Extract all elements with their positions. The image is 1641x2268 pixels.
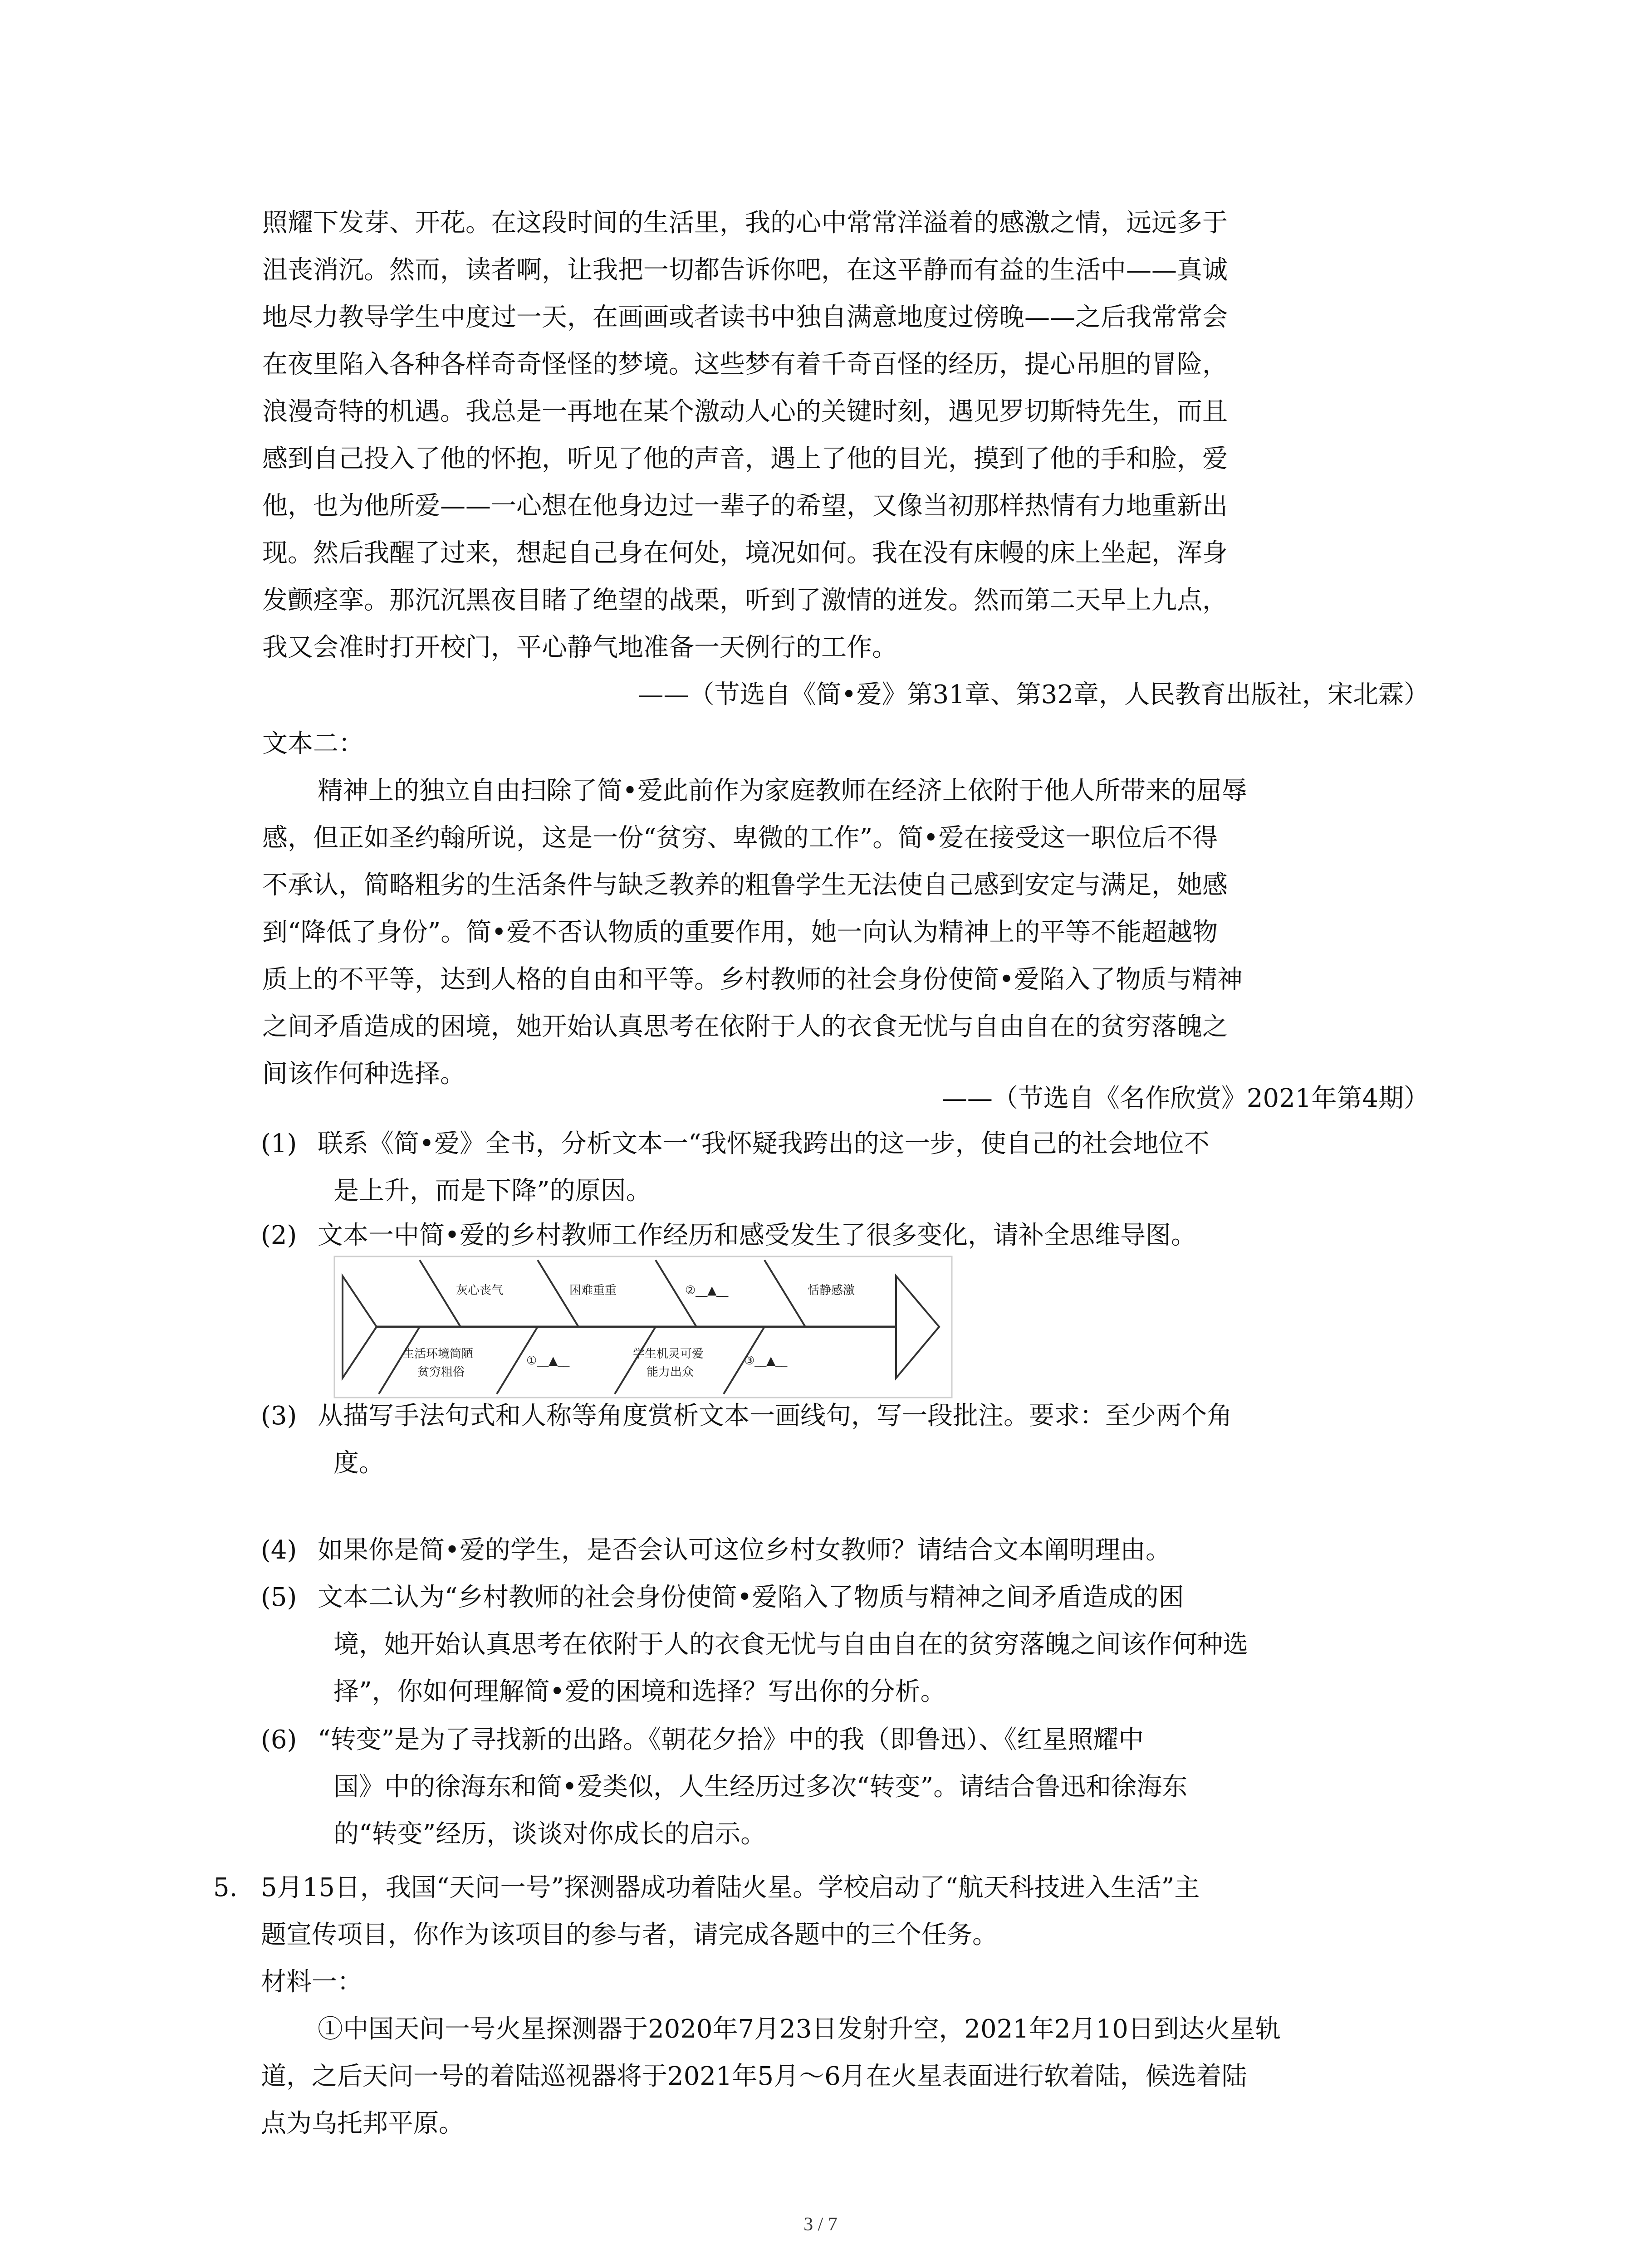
mind-map-diagram (333, 1256, 953, 1398)
question-number: (2) (261, 1221, 297, 1250)
page-number: 3 / 7 (803, 2214, 838, 2235)
text2-line: 之间矛盾造成的困境，她开始认真思考在依附于人的衣食无忧与自由自在的贫穷落魄之 (262, 1012, 1228, 1041)
text1-line: 现。然后我醒了过来，想起自己身在何处，境况如何。我在没有床幔的床上坐起，浑身 (262, 538, 1228, 568)
text1-line: 感到自己投入了他的怀抱，听见了他的声音，遇上了他的目光，摸到了他的手和脸，爱 (262, 444, 1228, 474)
text1-line: 在夜里陷入各种各样奇奇怪怪的梦境。这些梦有着千奇百怪的经历，提心吊胆的冒险， (262, 350, 1228, 379)
question-number: (3) (261, 1401, 297, 1431)
text2-line: 到“降低了身份”。简•爱不否认物质的重要作用，她一向认为精神上的平等不能超越物 (262, 918, 1218, 947)
text1-line: 发颤痉挛。那沉沉黑夜目睹了绝望的战栗，听到了激情的迸发。然而第二天早上九点， (262, 586, 1228, 615)
diagram-label: 学生机灵可爱 (633, 1347, 704, 1361)
text2-line: 不承认，简略粗劣的生活条件与缺乏教养的粗鲁学生无法使自己感到安定与满足，她感 (262, 870, 1228, 900)
diagram-label: ③__▲__ (744, 1354, 788, 1368)
question-line: 从描写手法句式和人称等角度赏析文本一画线句，写一段批注。要求：至少两个角 (318, 1401, 1232, 1431)
question-line: 如果你是简•爱的学生，是否会认可这位乡村女教师？请结合文本阐明理由。 (318, 1535, 1171, 1565)
text2-line: 精神上的独立自由扫除了简•爱此前作为家庭教师在经济上依附于他人所带来的屈辱 (318, 776, 1248, 806)
question-line: 境，她开始认真思考在依附于人的衣食无忧与自由自在的贫穷落魄之间该作何种选 (333, 1630, 1248, 1659)
question-line: 联系《简•爱》全书，分析文本一“我怀疑我跨出的这一步，使自己的社会地位不 (318, 1129, 1210, 1158)
text1-line: 浪漫奇特的机遇。我总是一再地在某个激动人心的关键时刻，遇见罗切斯特先生，而且 (262, 397, 1228, 426)
text1-line: 沮丧消沉。然而，读者啊，让我把一切都告诉你吧，在这平静而有益的生活中——真诚 (262, 255, 1228, 285)
text1-line: 我又会准时打开校门，平心静气地准备一天例行的工作。 (262, 633, 897, 662)
text1-line: 地尽力教导学生中度过一天，在画画或者读书中独自满意地度过傍晚——之后我常常会 (262, 303, 1228, 332)
question-line: “转变”是为了寻找新的出路。《朝花夕拾》中的我（即鲁迅）、《红星照耀中 (318, 1725, 1144, 1755)
question-line: 文本一中简•爱的乡村教师工作经历和感受发生了很多变化，请补全思维导图。 (318, 1221, 1197, 1250)
text2-line: 感，但正如圣约翰所说，这是一份“贫穷、卑微的工作”。简•爱在接受这一职位后不得 (262, 823, 1218, 853)
material-heading: 材料一： (261, 1967, 362, 1997)
question-line: 文本二认为“乡村教师的社会身份使简•爱陷入了物质与精神之间矛盾造成的困 (318, 1583, 1184, 1612)
diagram-label: 灰心丧气 (456, 1284, 504, 1297)
text1-line: 他，也为他所爱——一心想在他身边过一辈子的希望，又像当初那样热情有力地重新出 (262, 491, 1228, 521)
material-line: 道，之后天问一号的着陆巡视器将于2021年5月～6月在火星表面进行软着陆，候选着陆 (261, 2062, 1247, 2091)
text2-source: ——（节选自《名作欣赏》2021年第4期） (941, 1084, 1429, 1113)
diagram-label: 贫穷粗俗 (417, 1365, 465, 1379)
question-line: 的“转变”经历，谈谈对你成长的启示。 (333, 1819, 766, 1849)
question-line: 择”，你如何理解简•爱的困境和选择？写出你的分析。 (333, 1677, 946, 1706)
material-line: ①中国天问一号火星探测器于2020年7月23日发射升空，2021年2月10日到达火星轨 (318, 2014, 1281, 2044)
question-number: (4) (261, 1535, 297, 1565)
question-line: 国》中的徐海东和简•爱类似，人生经历过多次“转变”。请结合鲁迅和徐海东 (333, 1772, 1188, 1802)
question-line: 题宣传项目，你作为该项目的参与者，请完成各题中的三个任务。 (261, 1920, 998, 1950)
diagram-label: 生活环境简陋 (402, 1347, 474, 1361)
question-line: 度。 (333, 1448, 384, 1478)
diagram-label: 困难重重 (569, 1284, 617, 1297)
diagram-label: ②__▲__ (685, 1284, 729, 1297)
text2-line: 间该作何种选择。 (262, 1059, 465, 1089)
text2-heading: 文本二： (262, 729, 364, 758)
question-number: 5. (213, 1873, 238, 1902)
question-line: 5月15日，我国“天问一号”探测器成功着陆火星。学校启动了“航天科技进入生活”主 (261, 1873, 1200, 1902)
question-number: (6) (261, 1725, 297, 1755)
text2-line: 质上的不平等，达到人格的自由和平等。乡村教师的社会身份使简•爱陷入了物质与精神 (262, 965, 1243, 994)
question-line: 是上升，而是下降”的原因。 (333, 1176, 652, 1206)
diagram-label: ①__▲__ (526, 1354, 570, 1368)
diagram-label: 能力出众 (647, 1365, 694, 1379)
text1-line: 照耀下发芽、开花。在这段时间的生活里，我的心中常常洋溢着的感激之情，远远多于 (262, 208, 1228, 238)
material-line: 点为乌托邦平原。 (261, 2109, 464, 2138)
diagram-label: 恬静感激 (808, 1284, 855, 1297)
question-number: (5) (261, 1583, 297, 1612)
question-number: (1) (261, 1129, 297, 1158)
text1-source: ——（节选自《简•爱》第31章、第32章，人民教育出版社，宋北霖） (638, 680, 1429, 709)
